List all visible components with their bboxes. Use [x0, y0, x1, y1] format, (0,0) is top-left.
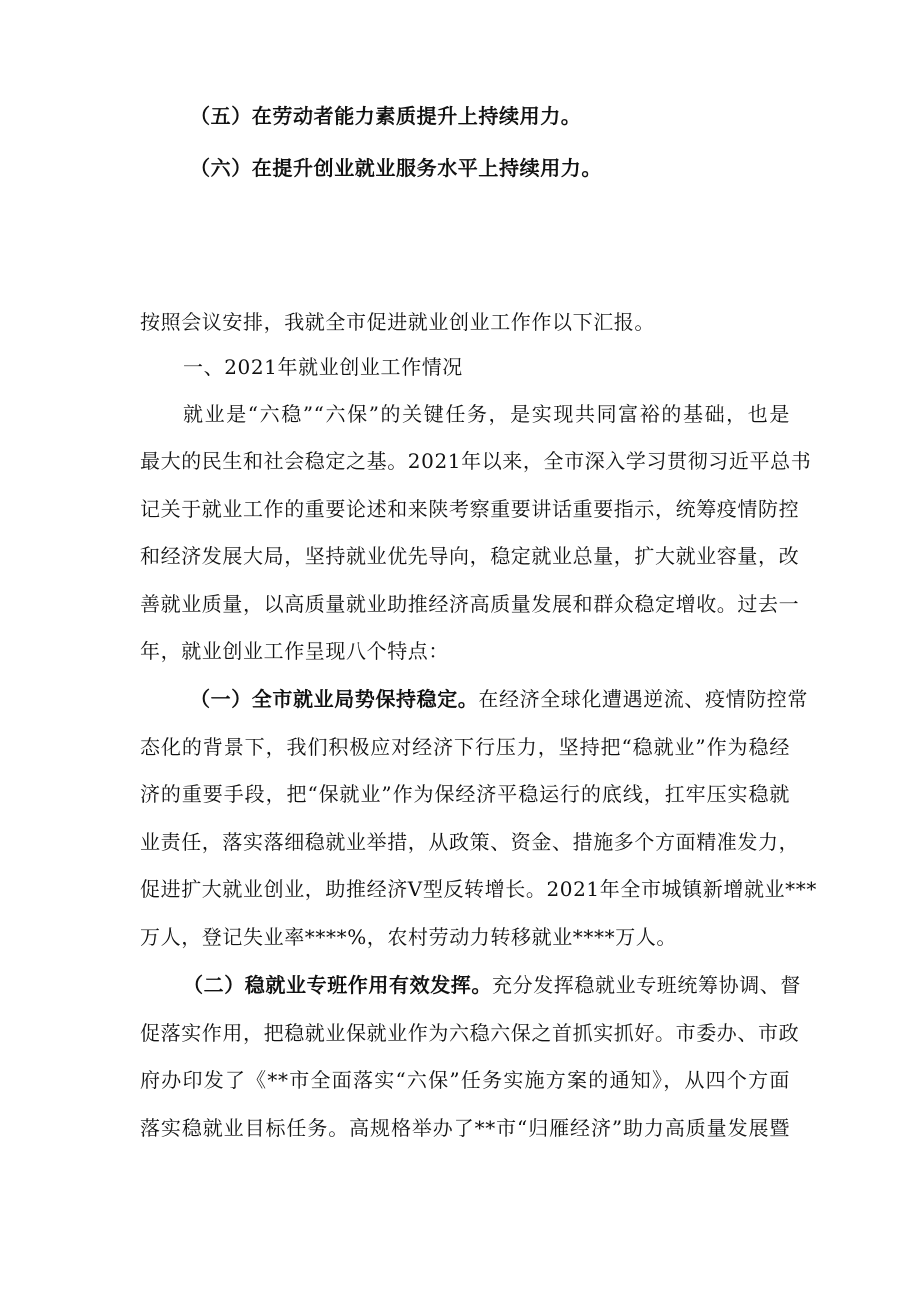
heading-six: （六）在提升创业就业服务水平上持续用力。	[190, 156, 602, 180]
paragraph-line: 最大的民生和社会稳定之基。2021年以来，全市深入学习贯彻习近平总书	[140, 449, 812, 473]
paragraph-text: 在经济全球化遭遇逆流、疫情防控常	[478, 687, 809, 711]
paragraph-line: 善就业质量，以高质量就业助推经济高质量发展和群众稳定增收。过去一	[140, 592, 800, 616]
paragraph-text: 充分发挥稳就业专班统筹协调、督	[492, 973, 801, 997]
paragraph-line: 促进扩大就业创业，助推经济V型反转增长。2021年全市城镇新增就业***	[140, 877, 817, 901]
intro-paragraph: 按照会议安排，我就全市促进就业创业工作作以下汇报。	[140, 310, 655, 334]
paragraph-line: 年，就业创业工作呈现八个特点：	[140, 639, 449, 663]
subsection-heading: （一）全市就业局势保持稳定。	[190, 687, 479, 711]
paragraph-line	[183, 970, 801, 1000]
paragraph-line: 记关于就业工作的重要论述和来陕考察重要讲话重要指示，统筹疫情防控	[140, 497, 800, 521]
paragraph-line: 万人，登记失业率****%，农村劳动力转移就业****万人。	[140, 925, 678, 949]
section-one-title: 一、2021年就业创业工作情况	[183, 355, 463, 379]
paragraph-line: 府办印发了《**市全面落实“六保”任务实施方案的通知》，从四个方面	[140, 1068, 790, 1092]
paragraph-line	[190, 684, 809, 714]
paragraph-line: 态化的背景下，我们积极应对经济下行压力，坚持把“稳就业”作为稳经	[140, 735, 790, 759]
paragraph-line: 促落实作用，把稳就业保就业作为六稳六保之首抓实抓好。市委办、市政	[140, 1021, 800, 1045]
subsection-heading: （二）稳就业专班作用有效发挥。	[183, 973, 492, 997]
paragraph-line: 和经济发展大局，坚持就业优先导向，稳定就业总量，扩大就业容量，改	[140, 544, 800, 568]
paragraph-line: 落实稳就业目标任务。高规格举办了**市“归雁经济”助力高质量发展暨	[140, 1116, 790, 1140]
paragraph-line: 济的重要手段，把“保就业”作为保经济平稳运行的底线，扛牢压实稳就	[140, 782, 790, 806]
paragraph-line: 就业是“六稳”“六保”的关键任务，是实现共同富裕的基础，也是	[183, 402, 790, 426]
paragraph-line: 业责任，落实落细稳就业举措，从政策、资金、措施多个方面精准发力，	[140, 830, 800, 854]
heading-five: （五）在劳动者能力素质提升上持续用力。	[190, 104, 582, 128]
